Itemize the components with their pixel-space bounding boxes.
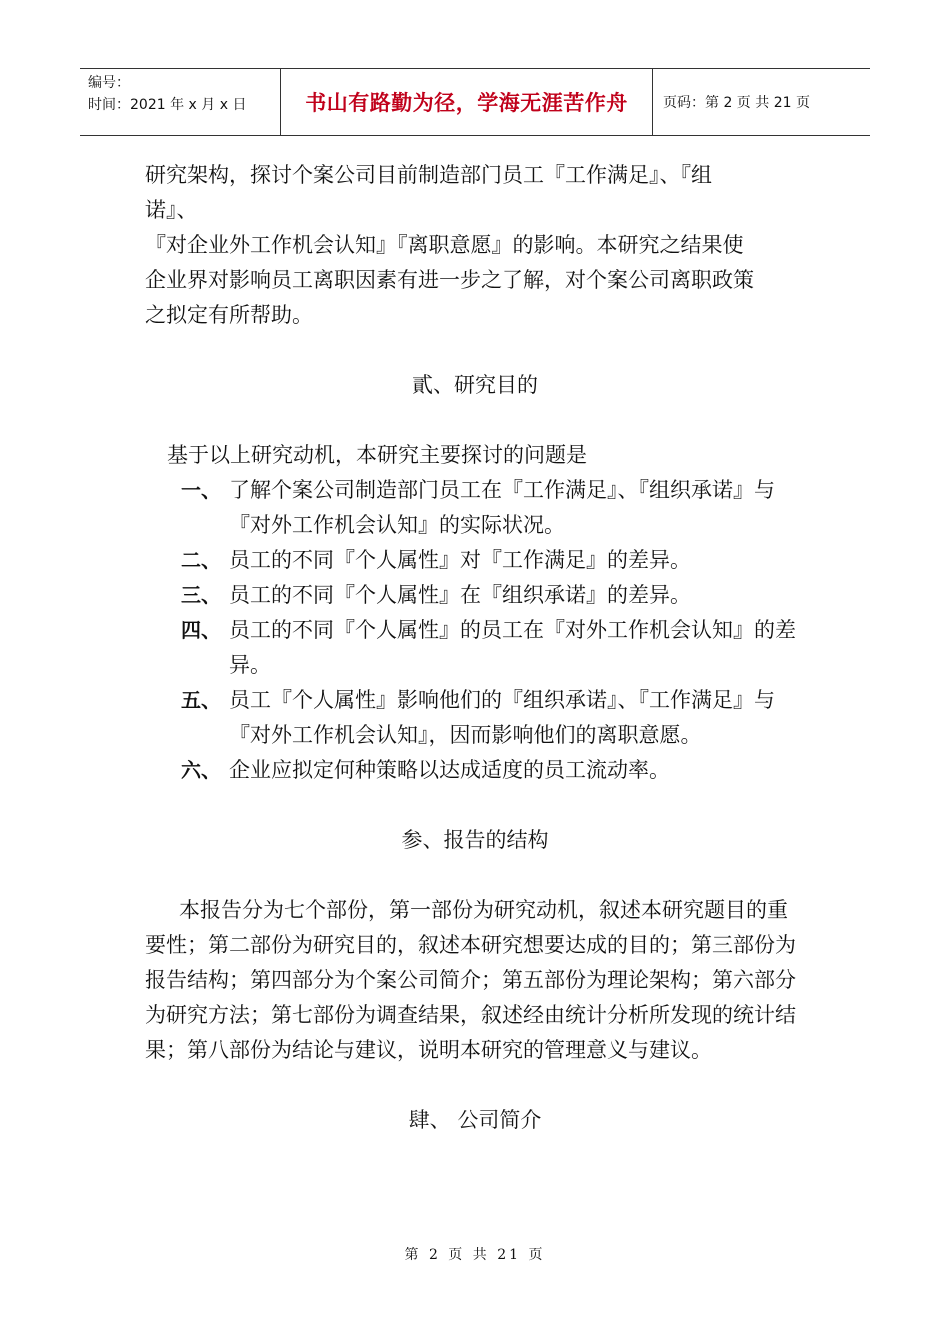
document-body: [145, 158, 805, 1138]
list-text: 员工的不同『个人属性』对『工作满足』的差异。: [229, 548, 691, 572]
section-heading-report-structure: 参、报告的结构: [401, 828, 549, 852]
section-heading-company-profile: 肆、 公司简介: [408, 1108, 542, 1132]
list-number: 二、: [181, 548, 221, 572]
header-meta: [80, 69, 281, 135]
list-number: 三、: [181, 583, 221, 607]
header-motto: 书山有路勤为径，学海无涯苦作舟: [305, 91, 628, 115]
page-footer: 第 2 页 共 21 页: [404, 1247, 546, 1263]
list-text: 员工的不同『个人属性』的员工在『对外工作机会认知』的差异。: [229, 618, 796, 677]
list-number: 四、: [181, 618, 221, 642]
intro-line-5: 之拟定有所帮助。: [145, 303, 313, 327]
list-text: 员工『个人属性』影响他们的『组织承诺』、『工作满足』与『对外工作机会认知』，因而影响他们的离职意愿。: [229, 688, 775, 747]
header-page-info: 页码：第 2 页 共 21 页: [663, 95, 810, 111]
document-date: 时间：2021 年 x 月 x 日: [88, 97, 247, 113]
page-header: [80, 68, 870, 136]
list-number: 六、: [181, 758, 221, 782]
list-number: 一、: [181, 478, 221, 502]
list-item: [145, 683, 805, 753]
list-text: 了解个案公司制造部门员工在『工作满足』、『组织承诺』与『对外工作机会认知』的实际状况。: [229, 478, 775, 537]
section-heading-research-purpose: 貳、研究目的: [412, 373, 538, 397]
intro-line-3: 『对企业外工作机会认知』『离职意愿』的影响。本研究之结果使: [145, 233, 744, 257]
list-item: [145, 753, 805, 788]
list-item: [145, 578, 805, 613]
list-item: [145, 473, 805, 543]
intro-line-2: 诺』、: [145, 198, 198, 222]
header-motto-cell: [281, 69, 653, 135]
intro-line-4: 企业界对影响员工离职因素有进一步之了解，对个案公司离职政策: [145, 268, 754, 292]
purpose-intro: 基于以上研究动机，本研究主要探讨的问题是: [167, 443, 587, 467]
list-item: [145, 543, 805, 578]
report-structure-body: 本报告分为七个部份，第一部份为研究动机，叙述本研究题目的重要性；第二部份为研究目的，叙述本研究想要达成的目的；第三部份为报告结构；第四部分为个案公司简介；第五部份为理论架构；第六部分为研究方法；第七部份为调查结果，叙述经由统计分析所发现的统计结果；第八部份为结论与建议，说明本研究的管理意义与建议。: [145, 898, 796, 1062]
intro-line-1: 研究架构，探讨个案公司目前制造部门员工『工作满足』、『组: [145, 163, 712, 187]
list-text: 员工的不同『个人属性』在『组织承诺』的差异。: [229, 583, 691, 607]
document-number-label: 编号：: [88, 75, 130, 91]
list-number: 五、: [181, 688, 221, 712]
list-text: 企业应拟定何种策略以达成适度的员工流动率。: [229, 758, 670, 782]
list-item: [145, 613, 805, 683]
